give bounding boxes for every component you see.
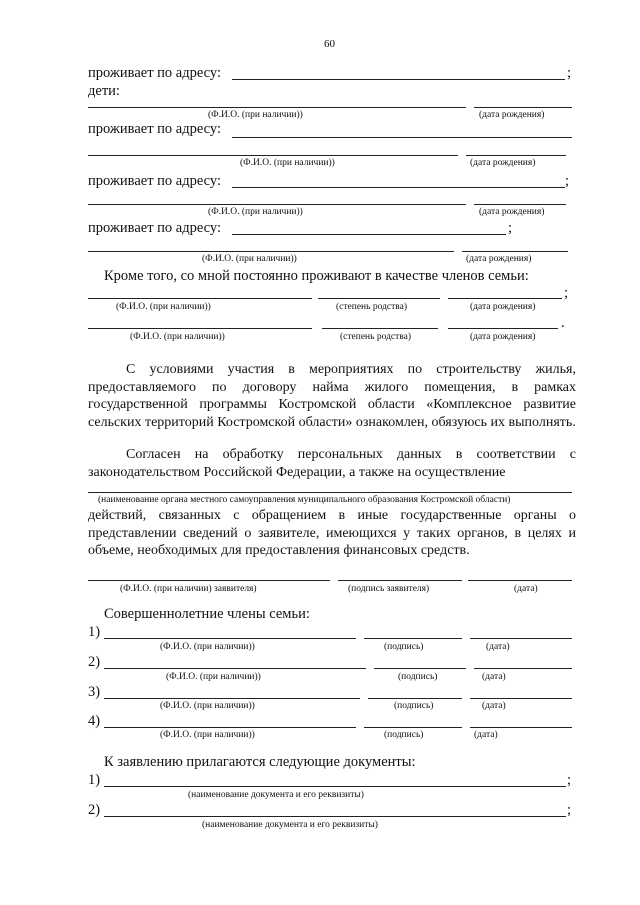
date-caption: (дата) bbox=[514, 584, 538, 594]
kinship-caption: (степень родства) bbox=[340, 332, 412, 342]
child-birth-line[interactable] bbox=[466, 155, 566, 156]
documents-title: К заявлению прилагаются следующие документы: bbox=[104, 754, 416, 770]
adult-sign-line[interactable] bbox=[368, 698, 462, 699]
birth-caption: (дата рождения) bbox=[479, 110, 545, 120]
fio-caption: (Ф.И.О. (при наличии)) bbox=[202, 254, 297, 264]
adult-fio-line[interactable] bbox=[104, 698, 360, 699]
document-line[interactable] bbox=[104, 816, 566, 817]
semicolon: ; bbox=[508, 220, 513, 236]
member-number: 4) bbox=[88, 713, 101, 729]
page-number: 60 bbox=[324, 38, 335, 50]
semicolon: ; bbox=[564, 285, 569, 301]
residence-label: проживает по адресу: bbox=[88, 121, 221, 137]
member-number: 1) bbox=[88, 624, 101, 640]
document-number: 1) bbox=[88, 772, 101, 788]
applicant-date-line[interactable] bbox=[468, 580, 572, 581]
birth-caption: (дата рождения) bbox=[479, 207, 545, 217]
residence-label: проживает по адресу: bbox=[88, 173, 221, 189]
date-caption: (дата) bbox=[486, 642, 510, 652]
applicant-fio-caption: (Ф.И.О. (при наличии) заявителя) bbox=[120, 584, 257, 594]
fio-caption: (Ф.И.О. (при наличии)) bbox=[208, 207, 303, 217]
fio-caption: (Ф.И.О. (при наличии)) bbox=[160, 701, 255, 711]
adult-date-line[interactable] bbox=[474, 668, 572, 669]
child-fio-line[interactable] bbox=[88, 204, 466, 205]
member-birth-line[interactable] bbox=[448, 328, 558, 329]
birth-caption: (дата рождения) bbox=[470, 332, 536, 342]
date-caption: (дата) bbox=[482, 701, 506, 711]
birth-caption: (дата рождения) bbox=[470, 158, 536, 168]
semicolon: ; bbox=[567, 65, 572, 81]
member-number: 2) bbox=[88, 654, 101, 670]
adult-members-title: Совершеннолетние члены семьи: bbox=[104, 606, 310, 622]
member-fio-line[interactable] bbox=[88, 298, 312, 299]
signature-caption: (подпись) bbox=[384, 730, 424, 740]
residence-label: проживает по адресу: bbox=[88, 220, 221, 236]
child-birth-line[interactable] bbox=[462, 251, 568, 252]
semicolon: ; bbox=[567, 772, 572, 788]
authority-caption: (наименование органа местного самоуправления муниципального образования Костромской области) bbox=[98, 495, 511, 505]
date-caption: (дата) bbox=[474, 730, 498, 740]
document-number: 2) bbox=[88, 802, 101, 818]
applicant-sign-caption: (подпись заявителя) bbox=[348, 584, 430, 594]
adult-fio-line[interactable] bbox=[104, 668, 366, 669]
adult-date-line[interactable] bbox=[470, 698, 572, 699]
residence-label: проживает по адресу: bbox=[88, 65, 221, 81]
authority-line[interactable] bbox=[88, 492, 572, 493]
child-birth-line[interactable] bbox=[474, 204, 566, 205]
signature-caption: (подпись) bbox=[384, 642, 424, 652]
signature-caption: (подпись) bbox=[398, 672, 438, 682]
document-caption: (наименование документа и его реквизиты) bbox=[202, 820, 378, 830]
member-kinship-line[interactable] bbox=[318, 298, 440, 299]
document-caption: (наименование документа и его реквизиты) bbox=[188, 790, 364, 800]
children-label: дети: bbox=[88, 83, 120, 99]
adult-fio-line[interactable] bbox=[104, 727, 356, 728]
child-fio-line[interactable] bbox=[88, 155, 458, 156]
adult-date-line[interactable] bbox=[470, 638, 572, 639]
fio-caption: (Ф.И.О. (при наличии)) bbox=[240, 158, 335, 168]
document-line[interactable] bbox=[104, 786, 566, 787]
fio-caption: (Ф.И.О. (при наличии)) bbox=[160, 730, 255, 740]
applicant-sign-line[interactable] bbox=[338, 580, 462, 581]
residence-line[interactable] bbox=[232, 187, 565, 188]
conditions-paragraph: С условиями участия в мероприятиях по строительству жилья, предоставляемого по договору найма жилого помещения, в рамках государственной программы Костромской области «Комплексное развитие сельских территорий Костромской области» ознакомлен, обязуюсь их выполнять. bbox=[88, 362, 576, 430]
fio-caption: (Ф.И.О. (при наличии)) bbox=[130, 332, 225, 342]
residence-line[interactable] bbox=[232, 234, 506, 235]
adult-sign-line[interactable] bbox=[364, 638, 462, 639]
applicant-fio-line[interactable] bbox=[88, 580, 330, 581]
member-number: 3) bbox=[88, 684, 101, 700]
member-fio-line[interactable] bbox=[88, 328, 312, 329]
adult-sign-line[interactable] bbox=[364, 727, 462, 728]
family-intro: Кроме того, со мной постоянно проживают в качестве членов семьи: bbox=[104, 268, 529, 284]
adult-sign-line[interactable] bbox=[374, 668, 466, 669]
fio-caption: (Ф.И.О. (при наличии)) bbox=[208, 110, 303, 120]
member-kinship-line[interactable] bbox=[322, 328, 438, 329]
child-fio-line[interactable] bbox=[88, 251, 454, 252]
semicolon: ; bbox=[565, 173, 570, 189]
semicolon: ; bbox=[567, 802, 572, 818]
residence-line[interactable] bbox=[232, 79, 565, 80]
kinship-caption: (степень родства) bbox=[336, 302, 408, 312]
child-birth-line[interactable] bbox=[474, 107, 572, 108]
member-birth-line[interactable] bbox=[448, 298, 562, 299]
date-caption: (дата) bbox=[482, 672, 506, 682]
birth-caption: (дата рождения) bbox=[466, 254, 532, 264]
period: . bbox=[561, 315, 565, 331]
residence-line[interactable] bbox=[232, 137, 572, 138]
adult-fio-line[interactable] bbox=[104, 638, 356, 639]
fio-caption: (Ф.И.О. (при наличии)) bbox=[116, 302, 211, 312]
child-fio-line[interactable] bbox=[88, 107, 466, 108]
adult-date-line[interactable] bbox=[470, 727, 572, 728]
signature-caption: (подпись) bbox=[394, 701, 434, 711]
fio-caption: (Ф.И.О. (при наличии)) bbox=[166, 672, 261, 682]
birth-caption: (дата рождения) bbox=[470, 302, 536, 312]
fio-caption: (Ф.И.О. (при наличии)) bbox=[160, 642, 255, 652]
actions-paragraph: действий, связанных с обращением в иные государственные органы о представлении сведений о заявителе, имеющихся у таких органов, в целях и объеме, необходимых для предоставления финансовых средств. bbox=[88, 508, 576, 558]
consent-paragraph: Согласен на обработку персональных данных в соответствии с законодательством Российской Федерации, а также на осуществление bbox=[88, 447, 576, 480]
